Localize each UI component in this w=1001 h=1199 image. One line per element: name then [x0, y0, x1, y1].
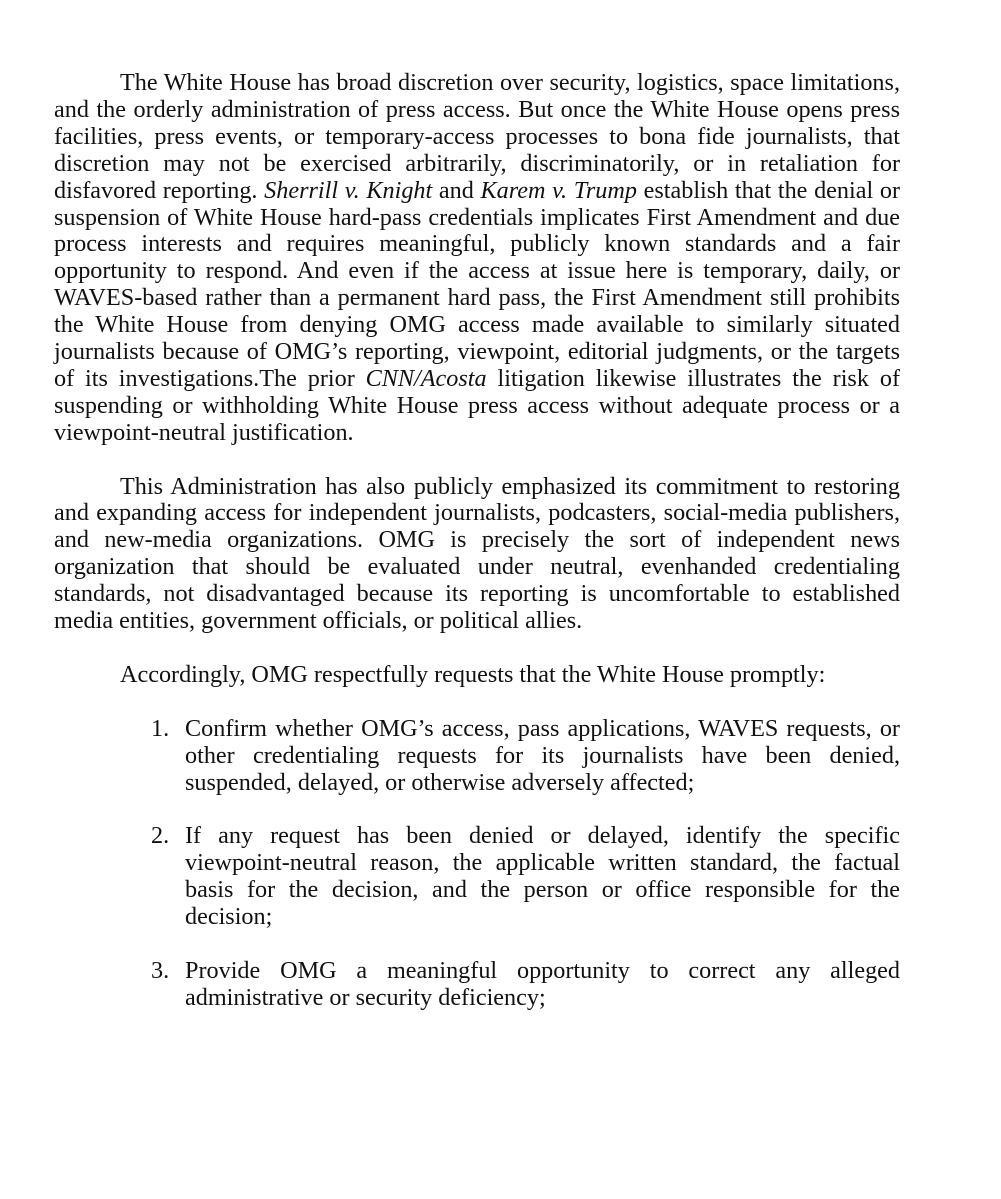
list-item-text: Provide OMG a meaningful opportunity to correct any alleged administrative or security deficiency; — [185, 956, 900, 1011]
paragraph-gap — [54, 635, 900, 662]
paragraph-text: establish that the denial or suspension of White House hard-pass credentials implicates First Amendment and due process interests and requires meaningful, publicly known standards and a fair opportunity to respond. And even if the access at issue here is temporary, daily, or WAVES-based rather than a permanent hard pass, the First Amendment still prohibits the White House from denying OMG access made available to similarly situated journalists because of OMG’s reporting, viewpoint, editorial judgments, or the targets of its investigations.The prior — [54, 176, 900, 392]
case-citation: CNN/Acosta — [365, 364, 487, 392]
case-citation: Sherrill v. Knight — [264, 176, 433, 204]
list-item-number: 2. — [151, 822, 170, 850]
list-item — [54, 958, 900, 1012]
list-item-number: 3. — [151, 956, 170, 984]
paragraph-gap — [54, 689, 900, 716]
list-gap — [54, 796, 900, 823]
document-page — [54, 70, 900, 1012]
list-item-text: Confirm whether OMG’s access, pass applications, WAVES requests, or other credentialing requests for its journalists have been denied, suspended, delayed, or otherwise adversely affected; — [185, 714, 900, 796]
paragraph-text: litigation likewise illustrates the risk of suspending or withholding White House press access without adequate process or a viewpoint-neutral justification. — [54, 364, 900, 446]
case-citation: Karem v. Trump — [480, 176, 637, 204]
paragraph-requests-intro: Accordingly, OMG respectfully requests that the White House promptly: — [120, 660, 826, 688]
paragraph-administration-commitment: This Administration has also publicly emphasized its commitment to restoring and expanding access for independent journalists, podcasters, social-media publishers, and new-media organizations. OMG is precisely the sort of independent news organization that should be evaluated under neutral, evenhanded credentialing standards, not disadvantaged because its reporting is uncomfortable to established media entities, government officials, or political allies. — [54, 472, 900, 635]
paragraph-text: The White House has broad discretion over security, logistics, space limitations, and the orderly administration of press access. But once the White House opens press facilities, press events, or temporary-access processes to bona fide journalists, that discretion may not be exercised arbitrarily, discriminatorily, or in retaliation for disfavored reporting. — [54, 69, 900, 204]
requests-list — [54, 716, 900, 1012]
paragraph-text: and — [432, 176, 481, 204]
list-item-text: If any request has been denied or delayed, identify the specific viewpoint-neutral reason, the applicable written standard, the factual basis for the decision, and the person or office responsible for the decision; — [185, 822, 900, 931]
list-item — [54, 716, 900, 797]
list-gap — [54, 931, 900, 958]
paragraph-legal-standard — [54, 70, 900, 447]
paragraph-gap — [54, 447, 900, 474]
list-item — [54, 823, 900, 931]
list-item-number: 1. — [151, 714, 170, 742]
